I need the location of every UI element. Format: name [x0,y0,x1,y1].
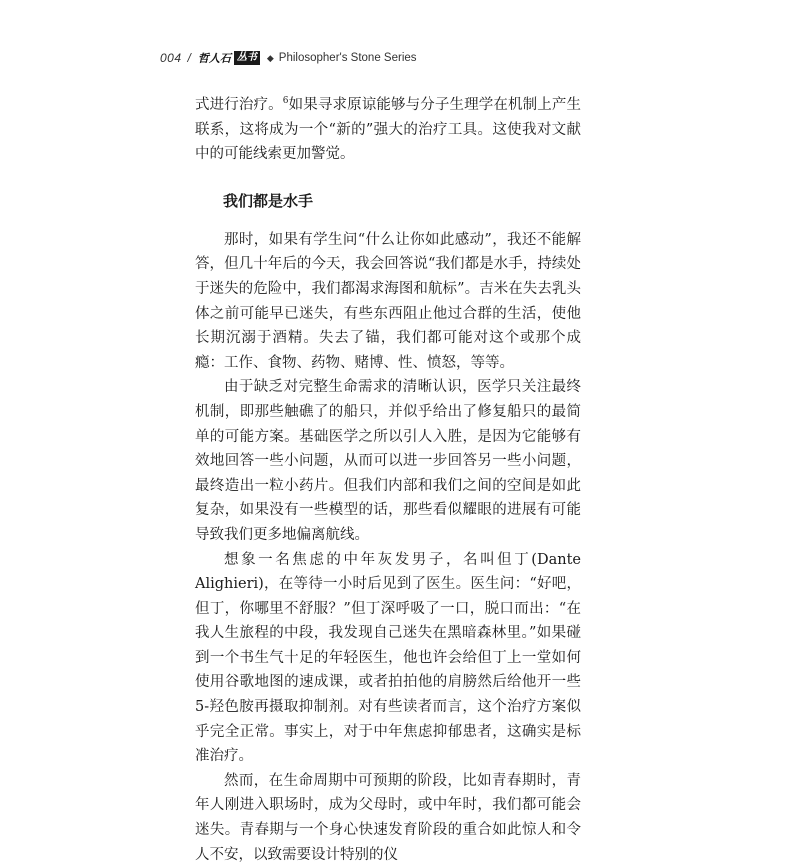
diamond-icon: ◆ [266,52,274,63]
paragraph-text-cont: 如果寻求原谅能够与分子生理学在机制上产生联系，这将成为一个“新的”强大的治疗工具。这使我对文献中的可能线索更加警觉。 [195,97,582,163]
section-heading: 我们都是水手 [223,191,314,210]
running-head [160,48,417,68]
series-name: Philosopher's Stone Series [278,52,417,64]
paragraph: 由于缺乏对完整生命需求的清晰认识，医学只关注最终机制，即那些触礁了的船只，并似乎给出了修复船只的最简单的可能方案。基础医学之所以引人入胜，是因为它能够有效地回答一些小问题，从而可以进一步回答另一些小问题，最终造出一粒小药片。但我们内部和我们之间的空间是如此复杂，如果没有一些模型的话，那些看似耀眼的进展有可能导致我们更多地偏离航线。 [195,379,581,543]
header-separator: / [187,51,191,65]
paragraph: 然而，在生命周期中可预期的阶段，比如青春期时，青年人刚进入职场时，成为父母时，或中年时，我们都可能会迷失。青春期与一个身心快速发育阶段的重合如此惊人和令人不安，以致需要设计特别的仪 [195,772,581,863]
series-logo-text: 哲人石 [197,52,231,65]
series-logo-badge: 丛书 [234,51,260,65]
paragraph: 想象一名焦虑的中年灰发男子，名叫但丁(Dante Alighieri)，在等待一小时后见到了医生。医生问：“好吧，但丁，你哪里不舒服？”但丁深呼吸了一口，脱口而出：“在我人生旅程的中段，我发现自己迷失在黑暗森林里。”如果碰到一个书生气十足的年轻医生，他也许会给但丁上一堂如何使用谷歌地图的速成课，或者拍拍他的肩膀然后给他开一些5-羟色胺再摄取抑制剂。对有些读者而言，这个治疗方案似乎完全正常。事实上，对于中年焦虑抑郁患者，这确实是标准治疗。 [195,551,581,765]
body-text [195,93,581,867]
paragraph-continued [195,93,581,167]
series-logo [198,50,260,66]
paragraph: 那时，如果有学生问“什么让你如此感动”，我还不能解答，但几十年后的今天，我会回答说“我们都是水手，持续处于迷失的危险中，我们都渴求海图和航标”。吉米在失去乳头体之前可能早已迷失，有些东西阻止他过合群的生活，使他长期沉溺于酒精。失去了锚，我们都可能对这个或那个成瘾：工作、食物、药物、赌博、性、愤怒，等等。 [195,231,581,371]
paragraph-text: 式进行治疗。 [195,97,283,113]
page-number: 004 [160,51,182,65]
footnote-marker: 6 [282,96,289,107]
